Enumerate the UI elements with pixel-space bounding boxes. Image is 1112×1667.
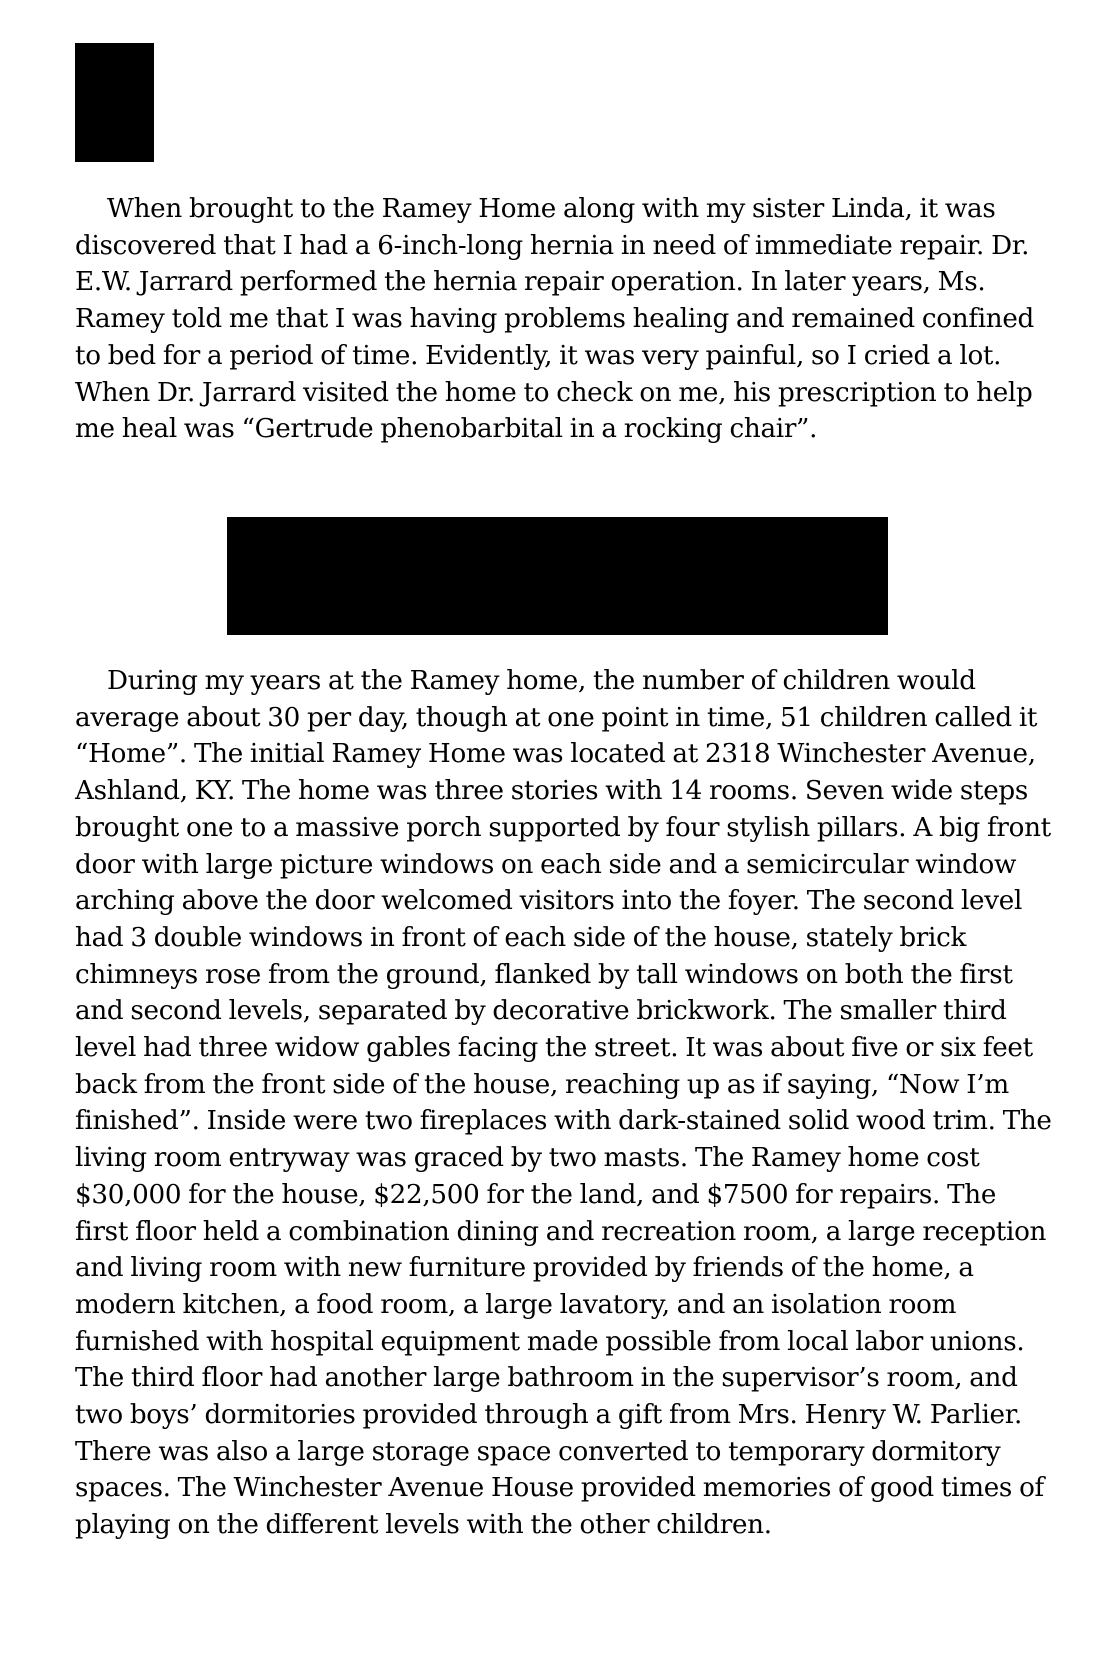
redaction-block-top [75, 43, 154, 162]
paragraph-ramey-home-description: During my years at the Ramey home, the number of children would average about 30 per day, though at one point in time, 51 children called it “Home”. The initial Ramey Home was located at 2318 Winchester Avenue, Ashland, KY. The home was three stories with 14 rooms. Seven wide steps brought one to a massive porch supported by four stylish pillars. A big front door with large picture windows on each side and a semicircular window arching above the door welcomed visitors into the foyer. The second level had 3 double windows in front of each side of the house, stately brick chimneys rose from the ground, flanked by tall windows on both the first and second levels, separated by decorative brickwork. The smaller third level had three widow gables facing the street. It was about five or six feet back from the front side of the house, reaching up as if saying, “Now I’m finished”. Inside were two fireplaces with dark-stained solid wood trim. The living room entryway was graced by two masts. The Ramey home cost $30,000 for the house, $22,500 for the land, and $7500 for repairs. The first floor held a combination dining and recreation room, a large reception and living room with new furniture provided by friends of the home, a modern kitchen, a food room, a large lavatory, and an isolation room furnished with hospital equipment made possible from local labor unions. The third floor had another large bathroom in the supervisor’s room, and two boys’ dormitories provided through a gift from Mrs. Henry W. Parlier. There was also a large storage space converted to temporary dormitory spaces. The Winchester Avenue House provided memories of good times of playing on the different levels with the other children. [75, 666, 1052, 1541]
redaction-block-middle [227, 517, 888, 635]
paragraph-hernia-story: When brought to the Ramey Home along with my sister Linda, it was discovered that I had a 6-inch-long hernia in need of immediate repair. Dr. E.W. Jarrard performed the hernia repair operation. In later years, Ms. Ramey told me that I was having problems healing and remained confined to bed for a period of time. Evidently, it was very painful, so I cried a lot. When Dr. Jarrard visited the home to check on me, his prescription to help me heal was “Gertrude phenobarbital in a rocking chair”. [75, 194, 1035, 445]
